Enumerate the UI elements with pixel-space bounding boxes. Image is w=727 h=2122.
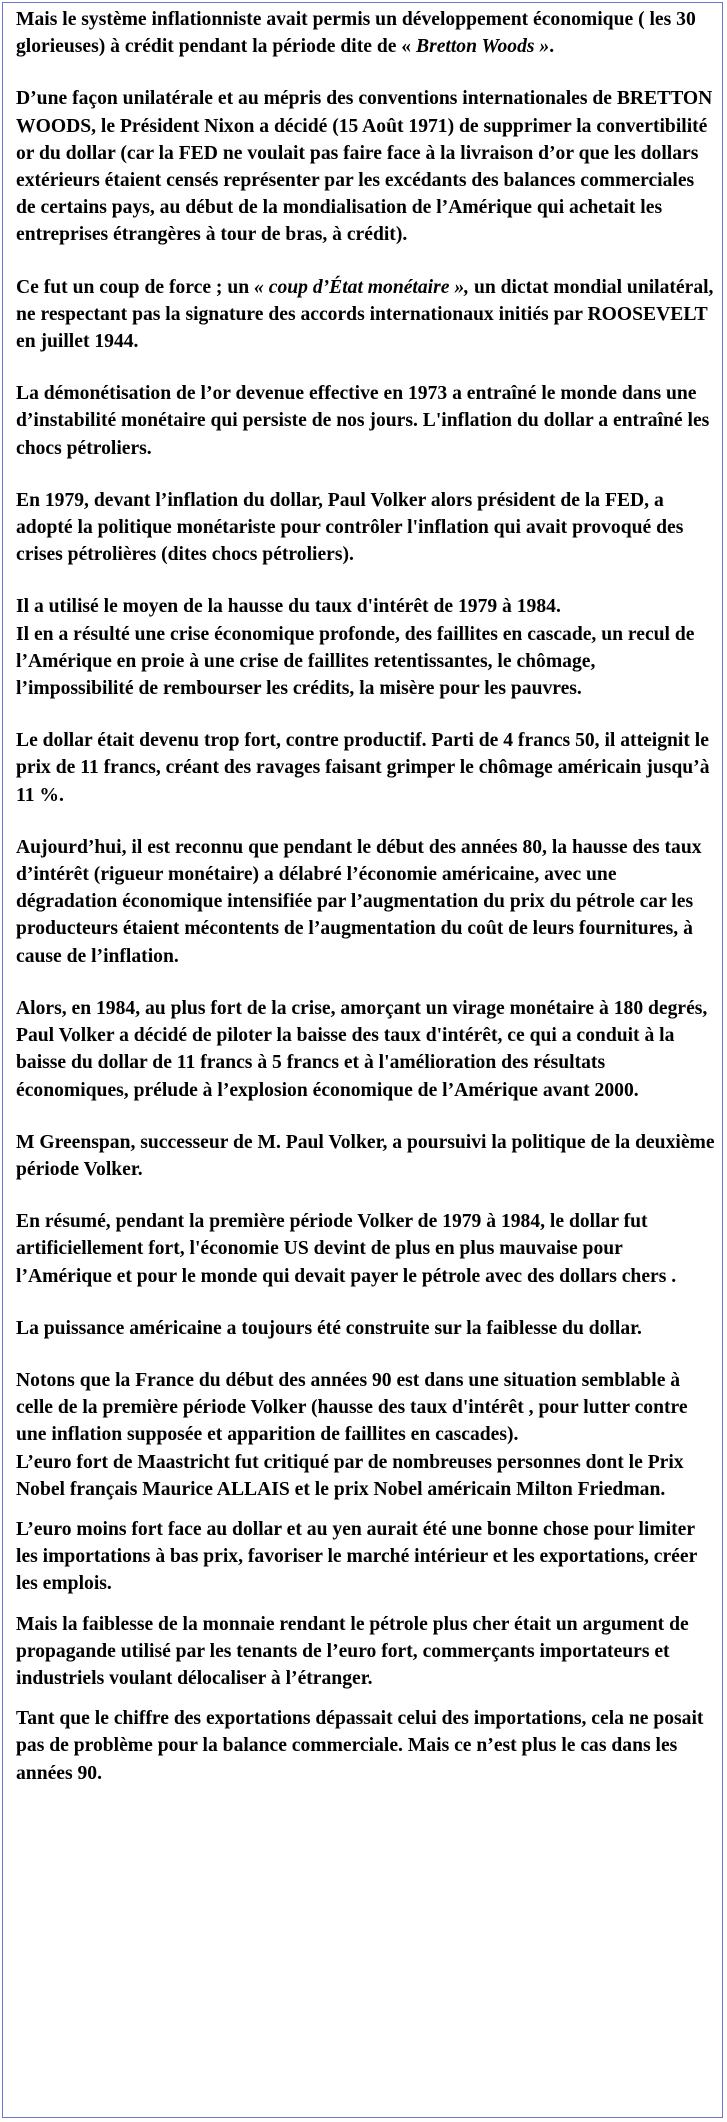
emphasis-text: « coup d’État monétaire », — [254, 276, 470, 298]
paragraph-text: un dictat mondial unilatéral, ne respectant pas la signature des accords internationaux initiés par ROOSEVELT en juillet 1944. — [16, 276, 714, 353]
paragraph-dollar-fort: Le dollar était devenu trop fort, contre productif. Parti de 4 francs 50, il atteignit le prix de 11 francs, créant des ravages faisant grimper le chômage américain jusqu’à 11 %. — [16, 730, 710, 806]
paragraph-euro-moins-fort: L’euro moins fort face au dollar et au yen aurait été une bonne chose pour limiter les importations à bas prix, favoriser le marché intérieur et les exportations, créer les emplois. — [16, 1518, 697, 1595]
paragraph-coup-de-force — [16, 274, 716, 356]
paragraph-greenspan: M Greenspan, successeur de M. Paul Volker, a poursuivi la politique de la deuxième période Volker. — [16, 1131, 715, 1180]
paragraph-line: Il a utilisé le moyen de la hausse du taux d'intérêt de 1979 à 1984. — [16, 596, 561, 618]
paragraph-bretton-woods — [16, 6, 716, 60]
paragraph-text: Ce fut un coup de force ; un — [16, 276, 255, 298]
paragraph-propagande: Mais la faiblesse de la monnaie rendant le pétrole plus cher était un argument de propagande utilisé par les tenants de l’euro fort, commerçants importateurs et industriels voulant délocaliser à l’étranger. — [16, 1613, 689, 1689]
paragraph-text: Il en a résulté une crise économique profonde, des faillites en cascade, un recul de l’Amérique en proie à une crise de faillites retentissantes, le chômage, l’impossibilité de rembourser les crédits, la misère pour les pauvres. — [16, 623, 695, 700]
paragraph-nixon: D’une façon unilatérale et au mépris des conventions internationales de BRETTON WOODS, le Président Nixon a décidé (15 Août 1971) de supprimer la convertibilité or du dollar (car la FED ne voulait pas faire face à la livraison d’or que les dollars extérieurs étaient censés représenter par les excédants des balances commerciales de certains pays, au début de la mondialisation de l’Amérique qui achetait les entreprises étrangères à tour de bras, à crédit). — [16, 88, 713, 246]
paragraph-text: Notons que la France du début des années 90 est dans une situation semblable à celle de la première période Volker (hausse des taux d'intérêt , pour lutter contre une inflation supposée et apparition de faillites en cascades). — [16, 1369, 688, 1446]
paragraph-text: . — [549, 36, 555, 58]
emphasis-text: Bretton Woods » — [416, 36, 550, 58]
paragraph-annees-80: Aujourd’hui, il est reconnu que pendant le début des années 80, la hausse des taux d’intérêt (rigueur monétaire) a délabré l’économie américaine, avec une dégradation économique intensifiée par l’augmentation du prix du pétrole car les producteurs étaient mécontents de l’augmentation du coût de leurs fournitures, à cause de l’inflation. — [16, 836, 702, 967]
paragraph-virage-1984: Alors, en 1984, au plus fort de la crise, amorçant un virage monétaire à 180 degrés, Paul Volker a décidé de piloter la baisse des taux d'intérêt, ce qui a conduit à la baisse du dollar de 11 francs à 5 francs et à l'amélioration des résultats économiques, prélude à l’explosion économique de l’Amérique avant 2000. — [16, 997, 708, 1101]
paragraph-puissance: La puissance américaine a toujours été construite sur la faiblesse du dollar. — [16, 1317, 642, 1339]
paragraph-text: Mais le système inflationniste avait permis un développement économique ( les 30 glorieuses) à crédit pendant la période dite de « — [16, 9, 696, 58]
paragraph-hausse-taux — [16, 593, 716, 702]
paragraph-line: L’euro fort de Maastricht fut critiqué par de nombreuses personnes dont le Prix Nobel français Maurice ALLAIS et le prix Nobel américain Milton Friedman. — [16, 1451, 684, 1500]
paragraph-volker-1979: En 1979, devant l’inflation du dollar, Paul Volker alors président de la FED, a adopté la politique monétariste pour contrôler l'inflation qui avait provoqué des crises pétrolières (dites chocs pétroliers). — [16, 489, 684, 566]
document-body — [16, 6, 716, 1787]
paragraph-france-90 — [16, 1367, 716, 1503]
paragraph-exportations: Tant que le chiffre des exportations dépassait celui des importations, cela ne posait pas de problème pour la balance commerciale. Mais ce n’est plus le cas dans les années 90. — [16, 1708, 704, 1784]
paragraph-demonetisation: La démonétisation de l’or devenue effective en 1973 a entraîné le monde dans une d’instabilité monétaire qui persiste de nos jours. L'inflation du dollar a entraîné les chocs pétroliers. — [16, 383, 710, 459]
paragraph-resume: En résumé, pendant la première période Volker de 1979 à 1984, le dollar fut artificiellement fort, l'économie US devint de plus en plus mauvaise pour l’Amérique et pour le monde qui devait payer le pétrole avec des dollars chers . — [16, 1211, 677, 1287]
